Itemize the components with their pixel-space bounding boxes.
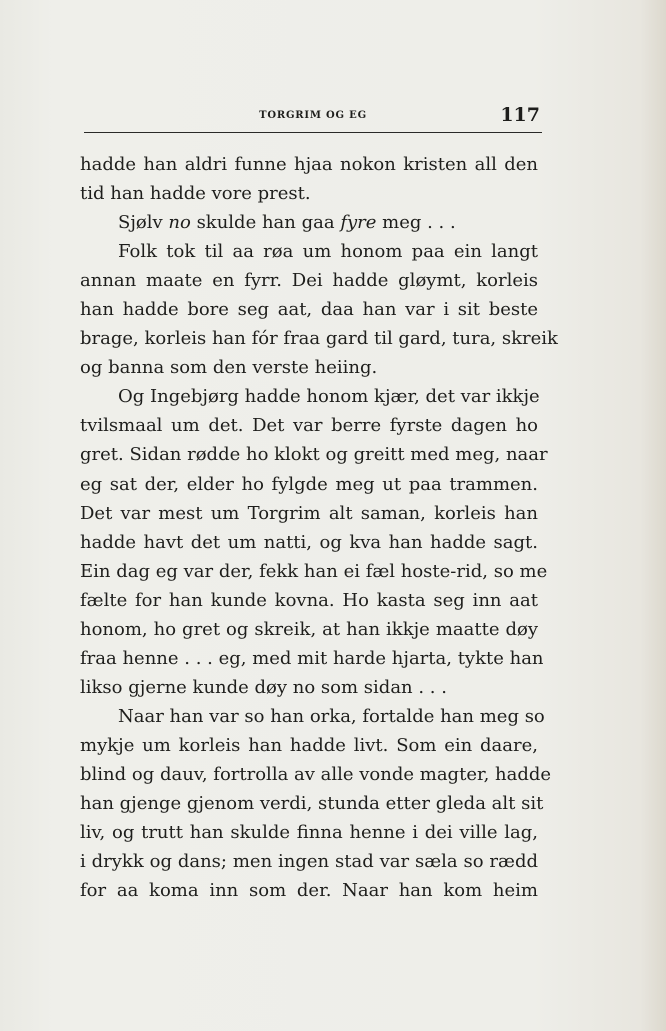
text-line: fælte for han kunde kovna. Ho kasta seg inn aat — [80, 589, 538, 611]
text-line: mykje um korleis han hadde livt. Som ein daare, — [80, 734, 538, 756]
text-line: eg sat der, elder ho fylgde meg ut paa trammen. — [80, 473, 538, 495]
text-line: tid han hadde vore prest. — [80, 183, 311, 205]
text-line: likso gjerne kunde døy no som sidan . . . — [80, 676, 447, 698]
text-line: blind og dauv, fortrolla av alle vonde magter, hadde — [80, 763, 552, 785]
text-line: han gjenge gjenom verdi, stunda etter gleda alt sit — [80, 793, 544, 815]
text-line: brage, korleis han fór fraa gard til gard, tura, skreik — [80, 328, 558, 350]
running-head — [84, 100, 542, 133]
text-segment: skulde han gaa — [190, 212, 341, 234]
page-number: 117 — [500, 104, 540, 126]
text-line: liv, og trutt han skulde finna henne i dei ville lag, — [80, 822, 538, 844]
running-title: TORGRIM OG EG — [259, 110, 367, 121]
text-line: tvilsmaal um det. Det var berre fyrste dagen ho — [80, 415, 538, 437]
text-line: i drykk og dans; men ingen stad var sæla so rædd — [80, 851, 538, 873]
text-line: hadde han aldri funne hjaa nokon kristen all den — [80, 154, 538, 175]
italic-word: fyre — [340, 212, 377, 234]
italic-word: no — [168, 212, 191, 234]
text-line: Naar han var so han orka, fortalde han meg so — [118, 705, 545, 727]
text-line: Det var mest um Torgrim alt saman, korleis han — [80, 502, 538, 524]
text-line: han hadde bore seg aat, daa han var i sit beste — [80, 299, 538, 321]
text-line: Folk tok til aa røa um honom paa ein langt — [118, 241, 538, 263]
text-segment: meg . . . — [376, 212, 456, 234]
text-line: fraa henne . . . eg, med mit harde hjarta, tykte han — [80, 647, 544, 669]
body-text — [80, 150, 558, 905]
text-line: hadde havt det um natti, og kva han hadde sagt. — [80, 531, 538, 553]
text-line: Og Ingebjørg hadde honom kjær, det var ikkje — [118, 386, 540, 408]
text-line: honom, ho gret og skreik, at han ikkje maatte døy — [80, 618, 538, 640]
text-line: for aa koma inn som der. Naar han kom heim — [80, 880, 538, 902]
text-line: gret. Sidan rødde ho klokt og greitt med meg, naar — [80, 444, 548, 466]
text-segment: Sjølv — [118, 212, 169, 234]
text-line — [80, 208, 538, 237]
text-line: Ein dag eg var der, fekk han ei fæl hoste-rid, so me — [80, 560, 548, 582]
text-line: og banna som den verste heiing. — [80, 357, 378, 379]
text-line: annan maate en fyrr. Dei hadde gløymt, korleis — [80, 270, 538, 292]
